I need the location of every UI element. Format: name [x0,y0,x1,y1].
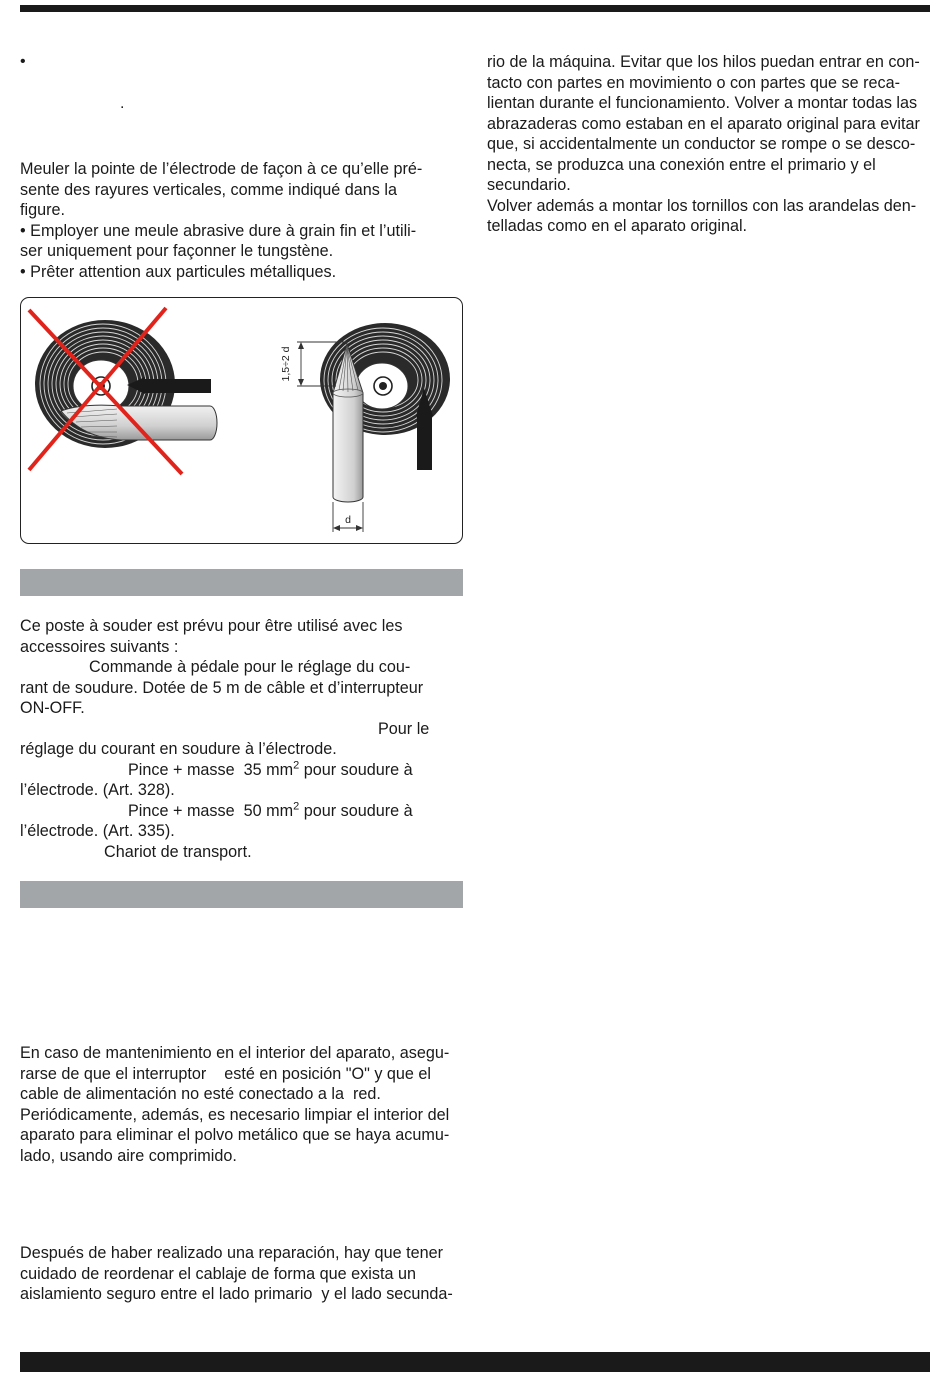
text-line: rarse de que el interruptor esté en posición "O" y que el [20,1064,432,1083]
tungsten-grinding-text [20,159,463,282]
text-line: cable de alimentación no esté conectado a la red. [20,1085,381,1103]
text-line: l’électrode. (Art. 328). [20,781,175,799]
text-line: aparato para eliminar el polvo metálico que se haya acumu- [20,1126,450,1144]
text-line: rio de la máquina. Evitar que los hilos puedan entrar en con- [487,53,920,71]
text-line: accessoires suivants : [20,637,179,656]
text-line: Después de haber realizado una reparación, hay que tener [20,1244,443,1262]
superscript-2: 2 [293,800,300,813]
text-line: Volver además a montar los tornillos con las arandelas den- [487,196,917,215]
text-line: lado, usando aire comprimido. [20,1146,237,1165]
text-line: En caso de mantenimiento en el interior del aparato, asegu- [20,1044,450,1062]
pince-35-suffix: pour soudure à [299,760,413,779]
text-line: tacto con partes en movimiento o con partes que se reca- [487,73,901,92]
text-line: réglage du courant en soudure à l’électrode. [20,740,337,758]
text-line: Periódicamente, además, es necesario limpiar el interior del [20,1105,450,1124]
text-line: Ce poste à souder est prévu pour être utilisé avec les [20,617,403,635]
bottom-rule [20,1352,930,1372]
maintenance-text [20,1043,463,1166]
text-line: telladas como en el aparato original. [487,217,748,235]
accessories-text [20,616,463,862]
stray-dot: . [120,95,125,112]
width-dimension-label: d [345,514,351,526]
text-line: Commande à pédale pour le réglage du cou- [89,658,411,676]
text-line: figure. [20,201,65,219]
pince-35-text: Pince + masse 35 mm [128,760,294,779]
text-line: aislamiento seguro entre el lado primario y el lado secunda- [20,1285,453,1303]
text-line: Chariot de transport. [104,842,252,861]
height-dimension-label: 1,5÷2 d [280,346,292,382]
text-line: ser uniquement pour façonner le tungstène. [20,242,334,260]
pince-50-suffix: pour soudure à [299,801,413,820]
repair-text [20,1243,463,1305]
correct-grinding-wheel [280,323,450,532]
text-line: • Employer une meule abrasive dure à grain fin et l’utili- [20,221,417,240]
top-rule [20,5,930,12]
right-column-text [487,52,930,237]
section-heading-bar-maintenance [20,881,463,908]
wrong-grinding-wheel [29,308,217,474]
text-line: cuidado de reordenar el cablaje de forma que exista un [20,1264,416,1283]
bullet-marker: • [20,53,26,70]
text-line: ON-OFF. [20,699,85,717]
text-line: • Prêter attention aux particules métalliques. [20,262,337,281]
text-line: Pour le [378,719,430,738]
text-line: l’électrode. (Art. 335). [20,822,175,840]
pince-35-line [20,760,463,781]
text-line: secundario. [487,176,571,194]
pince-50-line [20,801,463,822]
text-line: lientan durante el funcionamiento. Volver a montar todas las [487,94,918,112]
text-line: necta, se produzca una conexión entre el primario y el [487,155,876,174]
text-line: rant de soudure. Dotée de 5 m de câble et d’interrupteur [20,678,424,697]
superscript-2: 2 [293,759,300,772]
text-line: sente des rayures verticales, comme indiqué dans la [20,180,397,199]
grinding-figure [20,297,463,544]
section-heading-bar-accessories [20,569,463,596]
text-line: abrazaderas como estaban en el aparato original para evitar [487,114,920,133]
pince-50-text: Pince + masse 50 mm [128,801,294,820]
grinding-illustration [21,298,462,543]
text-line: Meuler la pointe de l’électrode de façon à ce qu’elle pré- [20,160,423,178]
text-line: que, si accidentalmente un conductor se rompe o se desco- [487,135,916,153]
